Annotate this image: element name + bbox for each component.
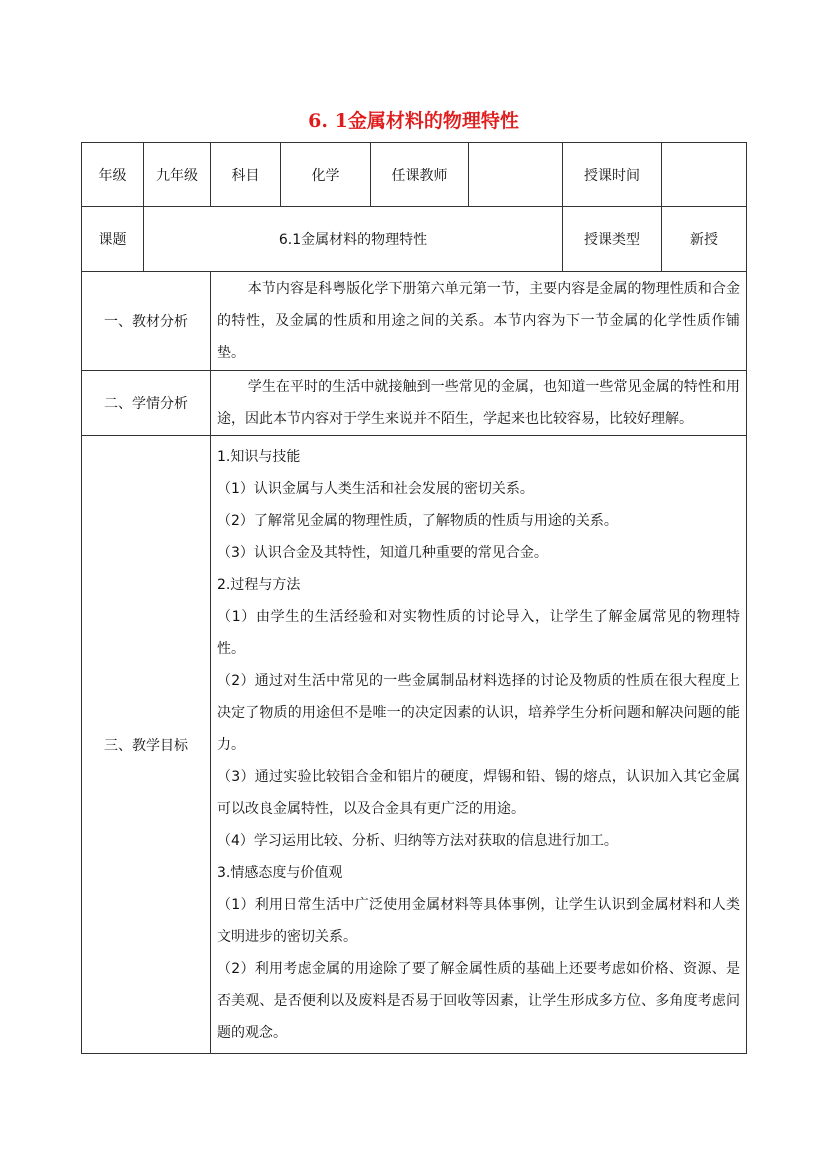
goal-item: （4）学习运用比较、分析、归纳等方法对获取的信息进行加工。 (217, 832, 618, 849)
grade-value: 九年级 (144, 143, 211, 207)
teaching-goals-row (82, 436, 747, 1054)
time-value (662, 143, 747, 207)
topic-row (82, 207, 747, 272)
type-value: 新授 (662, 207, 747, 272)
goal-heading-attitude: 3.情感态度与价值观 (217, 864, 343, 881)
student-analysis-label: 二、学情分析 (82, 371, 211, 436)
topic-value: 6.1金属材料的物理特性 (144, 207, 563, 272)
teaching-goals-list (211, 437, 746, 1053)
material-analysis-text: 本节内容是科粤版化学下册第六单元第一节，主要内容是金属的物理性质和合金的特性，及金属的性质和用途之间的关系。本节内容为下一节金属的化学性质作铺垫。 (217, 281, 740, 361)
goal-item: （2）通过对生活中常见的一些金属制品材料选择的讨论及物质的性质在很大程度上决定了物质的用途但不是唯一的决定因素的认识，培养学生分析问题和解决问题的能力。 (217, 672, 740, 753)
student-analysis-cell (211, 371, 747, 436)
subject-value: 化学 (281, 143, 371, 207)
student-analysis-row (82, 371, 747, 436)
goal-item: （3）通过实验比较铝合金和铝片的硬度，焊锡和铅、锡的熔点，认识加入其它金属可以改良金属特性，以及合金具有更广泛的用途。 (217, 768, 740, 817)
material-analysis-cell (211, 272, 747, 371)
topic-label: 课题 (82, 207, 144, 272)
subject-label: 科目 (211, 143, 281, 207)
goal-item: （1）由学生的生活经验和对实物性质的讨论导入，让学生了解金属常见的物理特性。 (217, 608, 740, 657)
grade-label: 年级 (82, 143, 144, 207)
goal-item: （2）了解常见金属的物理性质，了解物质的性质与用途的关系。 (217, 512, 618, 529)
teaching-goals-label: 三、教学目标 (82, 436, 211, 1054)
goal-item: （2）利用考虑金属的用途除了要了解金属性质的基础上还要考虑如价格、资源、是否美观、是否便利以及废料是否易于回收等因素，让学生形成多方位、多角度考虑问题的观念。 (217, 960, 740, 1041)
header-row (82, 143, 747, 207)
teacher-label: 任课教师 (371, 143, 469, 207)
goal-heading-knowledge: 1.知识与技能 (217, 448, 301, 465)
material-analysis-row (82, 272, 747, 371)
document-title: 6. 1金属材料的物理特性 (308, 110, 519, 132)
teacher-value (469, 143, 563, 207)
student-analysis-text: 学生在平时的生活中就接触到一些常见的金属，也知道一些常见金属的特性和用途，因此本节内容对于学生来说并不陌生，学起来也比较容易，比较好理解。 (217, 379, 740, 427)
lesson-plan-table (81, 142, 747, 1054)
teaching-goals-cell (211, 436, 747, 1054)
type-label: 授课类型 (563, 207, 662, 272)
material-analysis-label: 一、教材分析 (82, 272, 211, 371)
goal-item: （1）认识金属与人类生活和社会发展的密切关系。 (217, 480, 534, 497)
time-label: 授课时间 (563, 143, 662, 207)
goal-item: （1）利用日常生活中广泛使用金属材料等具体事例，让学生认识到金属材料和人类文明进步的密切关系。 (217, 896, 740, 945)
goal-item: （3）认识合金及其特性，知道几种重要的常见合金。 (217, 544, 548, 561)
goal-heading-process: 2.过程与方法 (217, 576, 301, 593)
